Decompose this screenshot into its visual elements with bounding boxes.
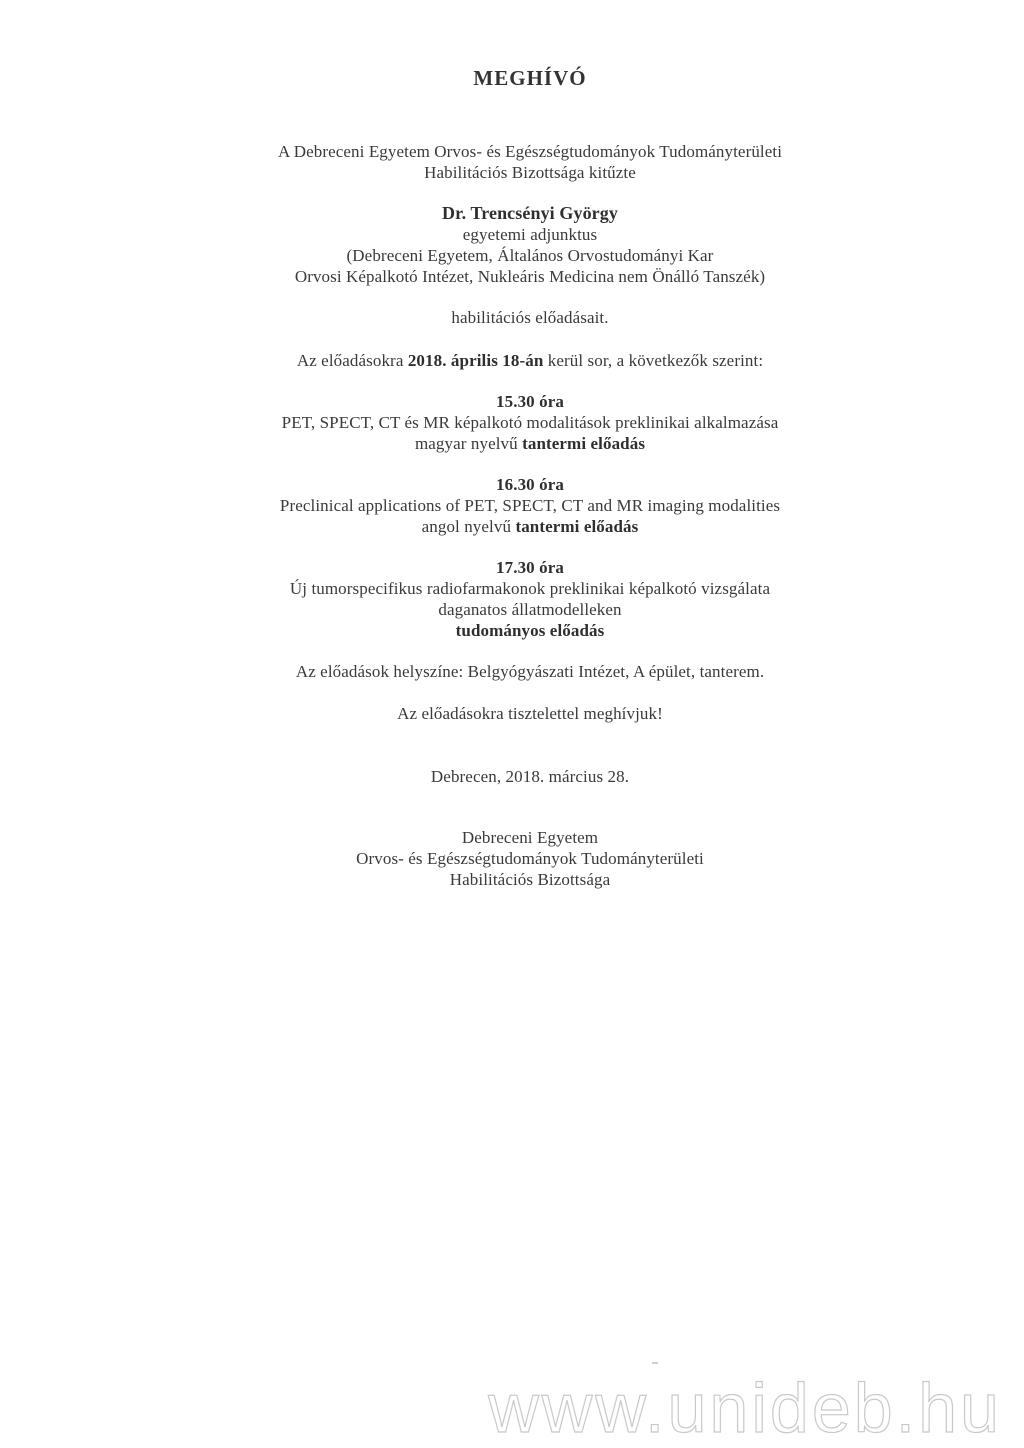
lecture-note-prefix: angol nyelvű xyxy=(421,517,516,536)
lecture-3 xyxy=(160,557,900,641)
signature-line-3: Habilitációs Bizottsága xyxy=(449,870,611,889)
lecture-note xyxy=(160,433,900,454)
lecture-time: 16.30 óra xyxy=(496,475,564,494)
lecture-title: Preclinical applications of PET, SPECT, CT and MR imaging modalities xyxy=(279,496,781,515)
location-text: Az előadások helyszíne: Belgyógyászati Intézet, A épület, tanterem. xyxy=(295,662,765,681)
lecture-note-type: tantermi előadás xyxy=(515,517,639,536)
lecture-time: 15.30 óra xyxy=(496,392,564,411)
lecture-time: 17.30 óra xyxy=(496,558,564,577)
location-block xyxy=(160,661,900,682)
lecture-note-type: tudományos előadás xyxy=(455,621,605,640)
lecture-title-line-1: Új tumorspecifikus radiofarmakonok preklinikai képalkotó vizsgálata xyxy=(289,579,771,598)
schedule-intro-prefix: Az előadásokra xyxy=(296,351,408,370)
signature-line-1: Debreceni Egyetem xyxy=(461,828,599,847)
intro-line-1: A Debreceni Egyetem Orvos- és Egészségtudományok Tudományterületi xyxy=(277,142,783,161)
signature-line-2: Orvos- és Egészségtudományok Tudományterületi xyxy=(356,849,704,868)
title-text: MEGHÍVÓ xyxy=(473,66,587,90)
candidate-affiliation-line-2: Orvosi Képalkotó Intézet, Nukleáris Medicina nem Önálló Tanszék) xyxy=(294,267,766,286)
lecture-note-type: tantermi előadás xyxy=(522,434,646,453)
schedule-intro-suffix: kerül sor, a következők szerint: xyxy=(543,351,764,370)
scan-speck xyxy=(652,1362,658,1364)
lecture-title-line-2: daganatos állatmodelleken xyxy=(438,600,622,619)
lecture-1 xyxy=(160,391,900,454)
schedule-intro xyxy=(160,350,900,371)
lecture-2 xyxy=(160,474,900,537)
candidate-position: egyetemi adjunktus xyxy=(462,225,598,244)
watermark xyxy=(488,1368,1002,1448)
closing-text: Az előadásokra tisztelettel meghívjuk! xyxy=(397,704,663,723)
closing-block xyxy=(160,703,900,724)
lecture-note xyxy=(160,516,900,537)
lecture-title: PET, SPECT, CT és MR képalkotó modalitások preklinikai alkalmazása xyxy=(281,413,779,432)
watermark-text: www.unideb.hu xyxy=(488,1369,1002,1447)
candidate-affiliation-line-1: (Debreceni Egyetem, Általános Orvostudományi Kar xyxy=(346,246,714,265)
signature-block xyxy=(160,827,900,890)
document-title xyxy=(160,68,900,89)
lecture-note xyxy=(160,620,900,641)
schedule-intro-line xyxy=(160,350,900,371)
intro-block xyxy=(160,141,900,183)
date-place-block xyxy=(160,766,900,787)
candidate-name: Dr. Trencsényi György xyxy=(442,203,618,223)
date-place-text: Debrecen, 2018. március 28. xyxy=(430,767,630,786)
schedule-date: 2018. április 18-án xyxy=(407,351,544,370)
intro-line-2: Habilitációs Bizottsága kitűzte xyxy=(424,163,636,182)
candidate-block xyxy=(160,203,900,287)
habilitation-text: habilitációs előadásait. xyxy=(451,308,609,327)
habilitation-block xyxy=(160,307,900,328)
lecture-note-prefix: magyar nyelvű xyxy=(414,434,523,453)
